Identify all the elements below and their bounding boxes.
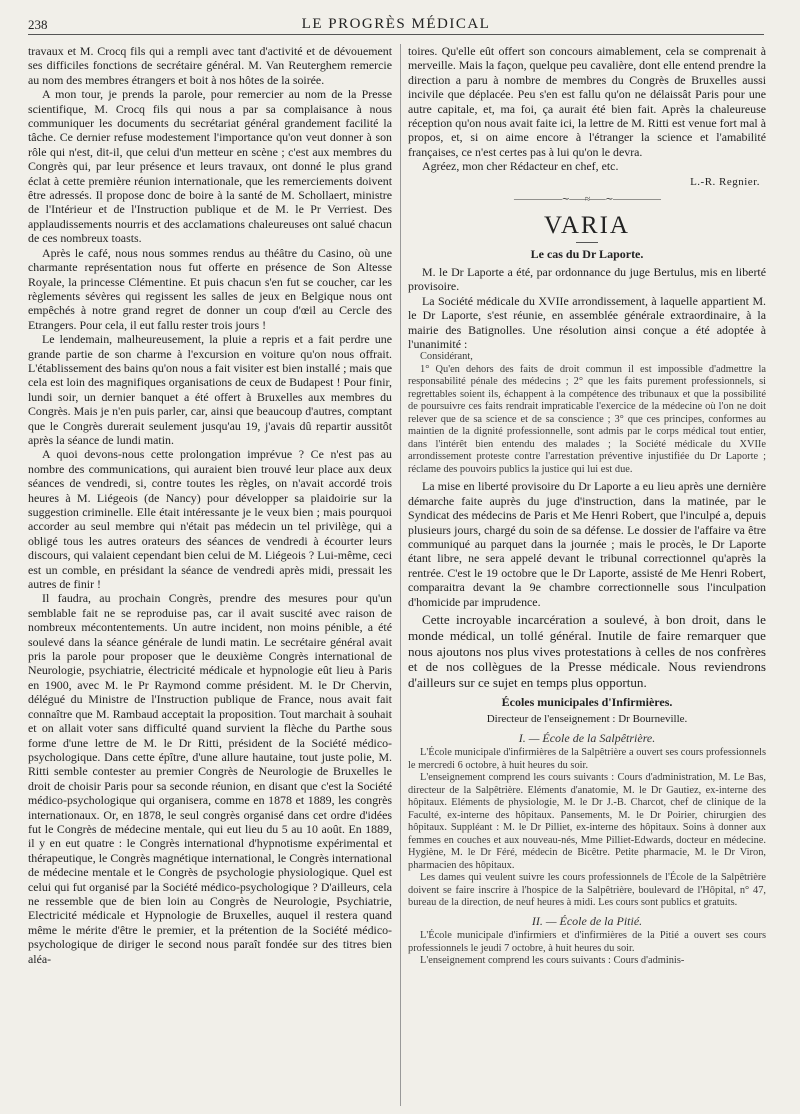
- header-rule: [28, 34, 764, 35]
- schools-director: Directeur de l'enseignement : Dr Bourneville.: [486, 713, 688, 726]
- signature: L.-R. Regnier.: [690, 175, 760, 188]
- article-subtitle: Le cas du Dr Laporte.: [530, 247, 644, 262]
- paragraph: Il faudra, au prochain Congrès, prendre des mesures pour qu'un semblable fait ne se reproduise pas, car il avait suscité avec raison de nombreux mécontentements. Un autre incident, non moins pénible, a été soulevé dans la séance générale de lundi matin. Le secrétaire général avait pris la parole pour proposer que le deuxième Congrès international de Neurologie, psychiatrie, électricité médicale et hypnologie eût lieu à Paris en 1900, avec M. le Pr Raymond comme président. M. le Dr Chervin, délégué du Ministre de l'Instruction publique de France, nous avait fait connaître que M. Rambaud acceptait la proposition. Tout marchait à souhait et on allait voter sans difficulté quand survient la flèche du Parthe sous forme d'une lettre de M. le Dr Ritti, président de la Société médico-psychologique. Dans cette épître, d'une allure hautaine, tout juste polie, M. Ritti semble contester au premier Congrès de Neurologie de Bruxelles le droit de choisir Paris pour sa seconde réunion, en disant que c'est la Société médico-psychologique qui organisera, comme en 1878 et 1889, les congrès internationaux. Or, en 1878, le seul congrès organisé dans cet ordre d'idées fut le Congrès de médecine mentale, qui eut lieu du 5 au 10 août. En 1889, il y en eut quatre : le Congrès international d'hypnotisme expérimental et thérapeutique, le Congrès magnétique international, le Congrès international de médecine mentale et le Congrès de psychologie physiologique. Quel est celui qui fut organisé par la Société médico-psychologique ? D'ailleurs, cela ne ressemble que de bien loin au Congrès de Neurologie, Psychiatrie, Electricité médicale et Hypnologie de Bruxelles, auquel il restera quand même le mérite d'être le premier, et la prétention de la Société médico-psychologique de diriger le second nous paraît fondée sur des titres bien aléa-: [28, 591, 392, 966]
- paragraph: Les dames qui veulent suivre les cours professionnels de l'École de la Salpêtrière doivent se faire inscrire à l'hospice de la Salpêtrière, boulevard de l'Hôpital, n° 47, bureau de la direction, de neuf heures à midi. Les cours sont publics et gratuits.: [408, 872, 766, 909]
- resolution-text: [408, 351, 766, 476]
- paragraph: 1° Qu'en dehors des faits de droit commun il est impossible d'admettre la responsabilité pénale des médecins ; 2° que les faits purement professionnels, si regrettables soient ils, échappent à la compétence des tribunaux et que la possibilité de poursuivre ces faits rendrait impraticable l'exercice de la médecine où l'on ne doit relever que de sa science et de sa conscience ; 3° que ces principes, conformes au maintien de la dignité professionnelle, sont admis par le corps médical tout entier, dans l'intérêt bien entendu des malades ; la Société médicale du XVIIe arrondissement proteste contre l'arrestation préventive injustifiée du Dr Laporte ; réclame des pouvoirs publics la justice qui lui est due.: [408, 363, 766, 475]
- school-text: [408, 930, 766, 968]
- paragraph: A quoi devons-nous cette prolongation imprévue ? Ce n'est pas au nombre des communications, qui auraient bien trouvé leur place aux deux séances de vendredi, si, contre toutes les règles, on n'avait accordé trois heures à M. Liégeois (de Nancy) pour développer sa plaidoirie sur la suggestion criminelle. Elle était intéressante je le veux bien ; mais pourquoi accorder au seul membre qui n'était pas médecin un tel privilège, qui a obligé tous les autres orateurs des séances de vendredi à écourter leurs discours, qui valaient cependant bien celui de M. Liégeois ? Lui-même, ceci est un comble, en présidant la séance de vendredi après midi, pressait les autres de finir !: [28, 447, 392, 592]
- paragraph: travaux et M. Crocq fils qui a rempli avec tant d'activité et de dévouement ses difficiles fonctions de secrétaire général. M. Van Reuterghem remercie au nom des membres étrangers et boit à nos hôtes de la soirée.: [28, 44, 392, 87]
- left-column: [28, 44, 392, 966]
- page-number: 238: [28, 17, 48, 32]
- paragraph: La mise en liberté provisoire du Dr Laporte a eu lieu après une dernière démarche faite auprès du juge d'instruction, dans la matinée, par le Syndicat des médecins de Paris et Me Henri Robert, que l'inculpé a, depuis plusieurs jours, chargé du soin de sa défense. Le dossier de l'affaire va être communiqué au parquet dans la journée ; mais le procès, le Dr Laporte étant libre, ne sera appelé devant le tribunal correctionnel qu'après la rentrée. C'est le 19 octobre que le Dr Laporte, assisté de Me Henri Robert, comparaitra devant la 9e chambre correctionnelle sous l'inculpation d'homicide par imprudence.: [408, 479, 766, 609]
- paragraph: toires. Qu'elle eût offert son concours aimablement, cela se comprenait à merveille. Mais la façon, quelque peu cavalière, dont elle entend prendre la direction a paru à nombre de membres du Congrès de Bruxelles aussi incivile que déplacée. Peu s'en est fallu qu'on ne délaissât Paris pour une autre capitale, et, ma foi, ça aurait été bien fait. Après la chaleureuse réception qu'on nous avait faite ici, la lettre de M. Ritti est venue fort mal à propos, et, si on aime encore à l'étranger la science et l'amabilité françaises, ce n'est certes pas à lui qu'on le devra.: [408, 44, 766, 159]
- schools-title: Écoles municipales d'Infirmières.: [501, 694, 673, 709]
- editorial-comment: [408, 612, 766, 691]
- section-title: VARIA: [544, 212, 630, 240]
- paragraph: Le lendemain, malheureusement, la pluie a repris et a fait perdre une grande partie de son charme à l'excursion en voiture qu'on nous offrait. L'établissement des bains qu'on nous a fait visiter est bien installé ; mais que cela est loin des magnifiques organisations de ceux de Budapest ! Pour finir, lundi soir, un dernier banquet a été offert à Bruxelles aux membres du Congrès. Mais je n'en puis parler, car, ainsi que beaucoup d'autres, comptant que le Congrès durerait seulement jusqu'au 19, j'avais dû repartir aussitôt après la séance de lundi matin.: [28, 332, 392, 447]
- paragraph: Cette incroyable incarcération a soulevé, à bon droit, dans le monde médical, un tollé général. Inutile de faire remarquer que nous ajoutons nos plus vives protestations à celles de nos confrères et de nos collègues de la Presse médicale. Nous reviendrons d'ailleurs sur ce sujet en temps plus opportun.: [408, 611, 766, 691]
- journal-title: LE PROGRÈS MÉDICAL: [301, 16, 491, 32]
- paragraph: L'enseignement comprend les cours suivants : Cours d'adminis-: [420, 955, 685, 967]
- paragraph: L'École municipale d'infirmières de la Salpêtrière a ouvert ses cours professionnels le mercredi 6 octobre, à huit heures du soir.: [408, 747, 766, 771]
- running-header: [28, 14, 764, 36]
- school-text: [408, 747, 766, 910]
- paragraph: Considérant,: [420, 351, 473, 363]
- paragraph: L'enseignement comprend les cours suivants : Cours d'administration, M. Le Bas, directeur de la Salpêtrière. Eléments d'anatomie, M. le Dr Gautiez, ex-interne des hôpitaux. Eléments de physiologie, M. le Dr J.-B. Charcot, chef de clinique de la Faculté, ex-interne des hôpitaux. Pansements, M. le Dr Poirier, chirurgien des hôpitaux. Suppléant : M. le Dr Pilliet, ex-interne des hôpitaux. Soins à donner aux femmes en couches et aux nouveau-nés, Mme Pilliet-Edwards, docteur en médecine. Hygiène, M. le Dr Féré, médecin de Bicêtre. Petite pharmacie, M. le Dr Viron, pharmacien des hôpitaux.: [408, 772, 766, 871]
- school-title: II. — École de la Pitié.: [531, 913, 643, 928]
- paragraph: La Société médicale du XVIIe arrondissement, à laquelle appartient M. le Dr Laporte, s'est réunie, en assemblée générale extraordinaire, à la mairie des Batignolles. Une résolution ainsi conçue a été adoptée à l'unanimité :: [408, 293, 766, 351]
- paragraph: Agréez, mon cher Rédacteur en chef, etc.: [422, 159, 619, 174]
- school-title: I. — École de la Salpêtrière.: [518, 730, 656, 745]
- section-title-rule: [576, 242, 598, 243]
- column-divider: [400, 44, 401, 1106]
- paragraph: L'École municipale d'infirmiers et d'infirmières de la Pitié a ouvert ses cours professionnels le jeudi 7 octobre, à huit heures du soir.: [408, 930, 766, 954]
- right-column: [408, 44, 766, 968]
- paragraph: Après le café, nous nous sommes rendus au théâtre du Casino, où une charmante représentation nous fut offerte en présence de Son Altesse Royale, la princesse Clémentine. Et puis chacun s'en fut se coucher, car les règlements sévères qui regissent les salles de jeux en Belgique nous ont empêchés à notre grand regret de donner un coup d'œil au Cercle des Etrangers. Pour cela, il eut fallu rester trois jours !: [28, 245, 392, 332]
- ornament-divider: ⸻⸻∼⸺≈⸺∼⸻⸻: [513, 194, 661, 206]
- paragraph: M. le Dr Laporte a été, par ordonnance du juge Bertulus, mis en liberté provisoire.: [408, 264, 766, 294]
- paragraph: A mon tour, je prends la parole, pour remercier au nom de la Presse scientifique, M. Crocq fils qui nous a par sa complaisance à nous communiquer les documents du secrétariat général grandement facilité la tâche. Ce dernier refuse modestement l'importance qu'on veut donner à son rôle qui n'est, dit-il, que celui d'un metteur en scène ; c'est aux membres du Congrès qui, par leur présence et leurs travaux, ont donné le plus grand éclat à cette première réunion internationale, que les remerciements doivent être adressés. Il propose donc de boire à la santé de M. Schollaert, ministre de l'Intérieur et de l'Instruction publique et de M. le Pr Verriest. Des applaudissements nourris et des acclamations chaleureuses ont salué chacun de ces nombreux toasts.: [28, 87, 392, 246]
